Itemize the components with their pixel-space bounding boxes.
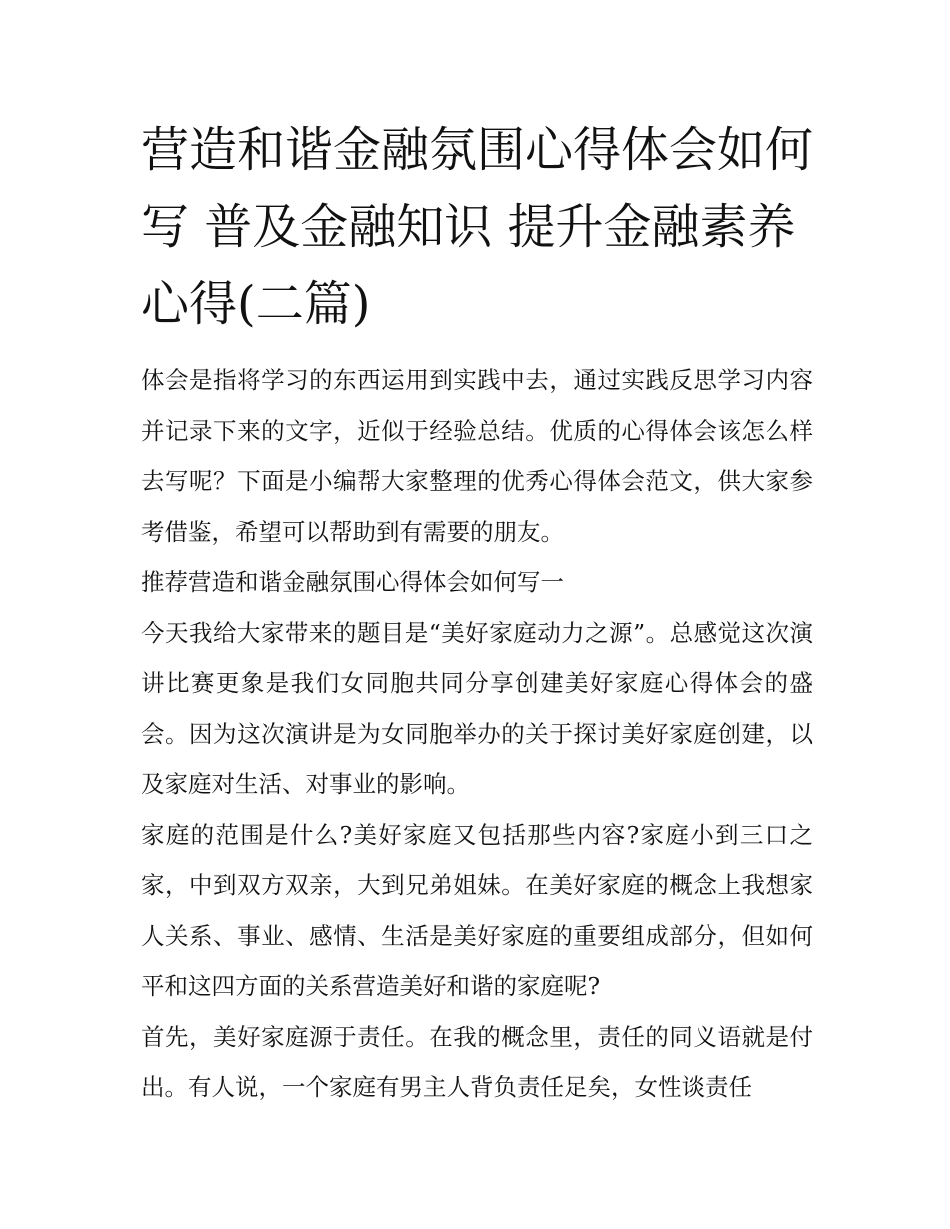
paragraph-intro: 体会是指将学习的东西运用到实践中去，通过实践反思学习内容并记录下来的文字，近似于经验总结。优质的心得体会该怎么样去写呢？下面是小编帮大家整理的优秀心得体会范文，供大家参考借鉴，希望可以帮助到有需要的朋友。 [141,366,813,546]
section-heading: 推荐营造和谐金融氛围心得体会如何写一 [141,568,564,596]
paragraph: 今天我给大家带来的题目是“美好家庭动力之源”。总感觉这次演讲比赛更象是我们女同胞共同分享创建美好家庭心得体会的盛会。因为这次演讲是为女同胞举办的关于探讨美好家庭创建，以及家庭对生活、对事业的影响。 [141,618,813,798]
document-title: 营造和谐金融氛围心得体会如何写 普及金融知识 提升金融素养心得(二篇) [141,122,814,332]
document-body [141,355,813,1113]
paragraph: 家庭的范围是什么?美好家庭又包括那些内容?家庭小到三口之家，中到双方双亲，大到兄弟姐妹。在美好家庭的概念上我想家人关系、事业、感情、生活是美好家庭的重要组成部分，但如何平和这四方面的关系营造美好和谐的家庭呢? [141,820,813,1000]
paragraph: 首先，美好家庭源于责任。在我的概念里，责任的同义语就是付出。有人说，一个家庭有男主人背负责任足矣，女性谈责任 [141,1022,813,1101]
